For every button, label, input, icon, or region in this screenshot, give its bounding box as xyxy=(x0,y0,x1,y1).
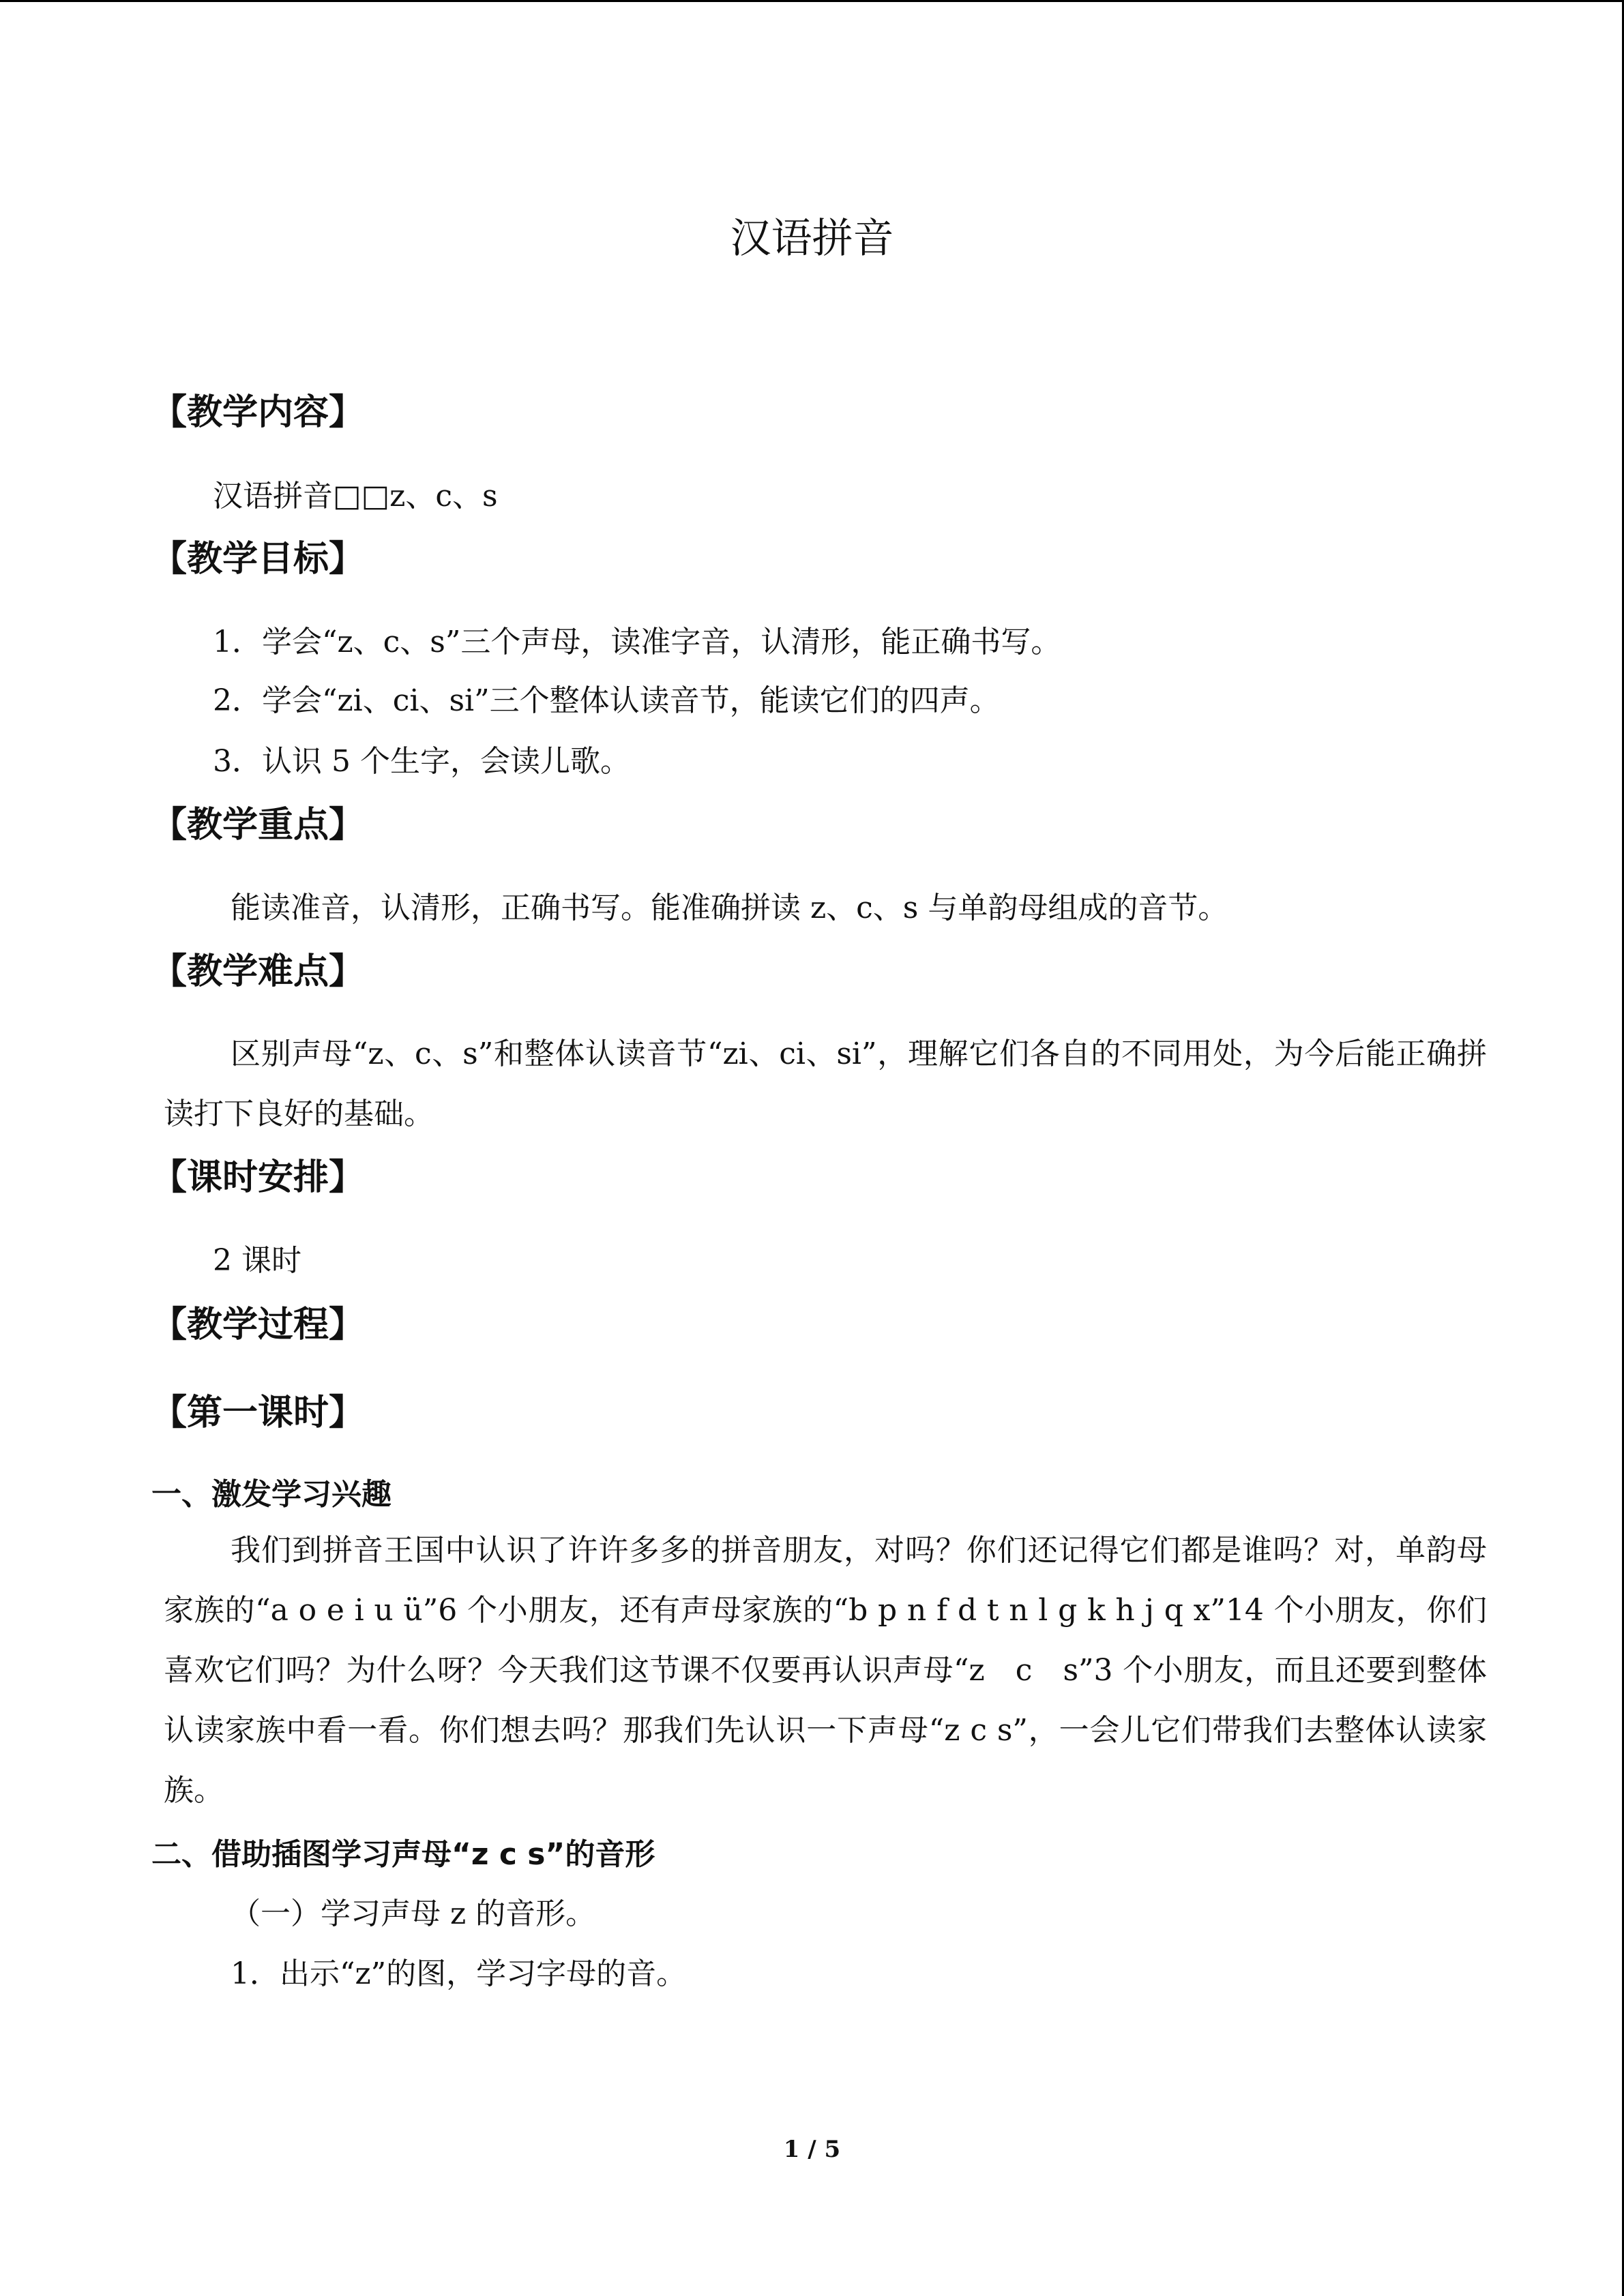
section-heading-difficulties: 【教学难点】 xyxy=(151,951,365,992)
section-heading-goals: 【教学目标】 xyxy=(151,539,365,580)
goal-item: 3．认识 5 个生字，会读儿歌。 xyxy=(213,744,630,779)
document-title: 汉语拼音 xyxy=(730,215,894,263)
part1-heading: 一、激发学习兴趣 xyxy=(151,1477,392,1512)
section-heading-content: 【教学内容】 xyxy=(151,392,365,433)
schedule-text: 2 课时 xyxy=(213,1243,301,1278)
key-points-text: 能读准音，认清形，正确书写。能准确拼读 z、c、s 与单韵母组成的音节。 xyxy=(231,891,1228,925)
part2-item1: 1．出示“z”的图，学习字母的音。 xyxy=(231,1956,687,1991)
part2-sub1: （一）学习声母 z 的音形。 xyxy=(231,1896,596,1931)
section-heading-schedule: 【课时安排】 xyxy=(151,1157,365,1198)
content-text: 汉语拼音□□z、c、s xyxy=(213,479,498,513)
section-heading-key-points: 【教学重点】 xyxy=(151,805,365,846)
page-number: 1 / 5 xyxy=(783,2136,841,2163)
goal-item: 1．学会“z、c、s”三个声母，读准字音，认清形，能正确书写。 xyxy=(213,625,1061,659)
part2-heading: 二、借助插图学习声母“z c s”的音形 xyxy=(151,1837,655,1872)
goal-item: 2．学会“zi、ci、si”三个整体认读音节，能读它们的四声。 xyxy=(213,683,1000,718)
part1-paragraph: 我们到拼音王国中认识了许许多多的拼音朋友，对吗？你们还记得它们都是谁吗？对，单韵母家族的“a o e i u ü”6 个小朋友，还有声母家族的“b p n f d t n l g k h j q x”14 个小朋友，你们喜欢它们吗？为什么呀？今天我们这节课不仅要再认识声母“z c s”3 个小朋友，而且还要到整体认读家族中看一看。你们想去吗？那我们先认识一下声母“z c s”，一会儿它们带我们去整体认读家族。 xyxy=(164,1533,1487,1808)
section-heading-process: 【教学过程】 xyxy=(151,1304,365,1345)
section-heading-lesson1: 【第一课时】 xyxy=(151,1392,365,1433)
difficulties-paragraph: 区别声母“z、c、s”和整体认读音节“zi、ci、si”，理解它们各自的不同用处，为今后能正确拼读打下良好的基础。 xyxy=(164,1037,1487,1131)
